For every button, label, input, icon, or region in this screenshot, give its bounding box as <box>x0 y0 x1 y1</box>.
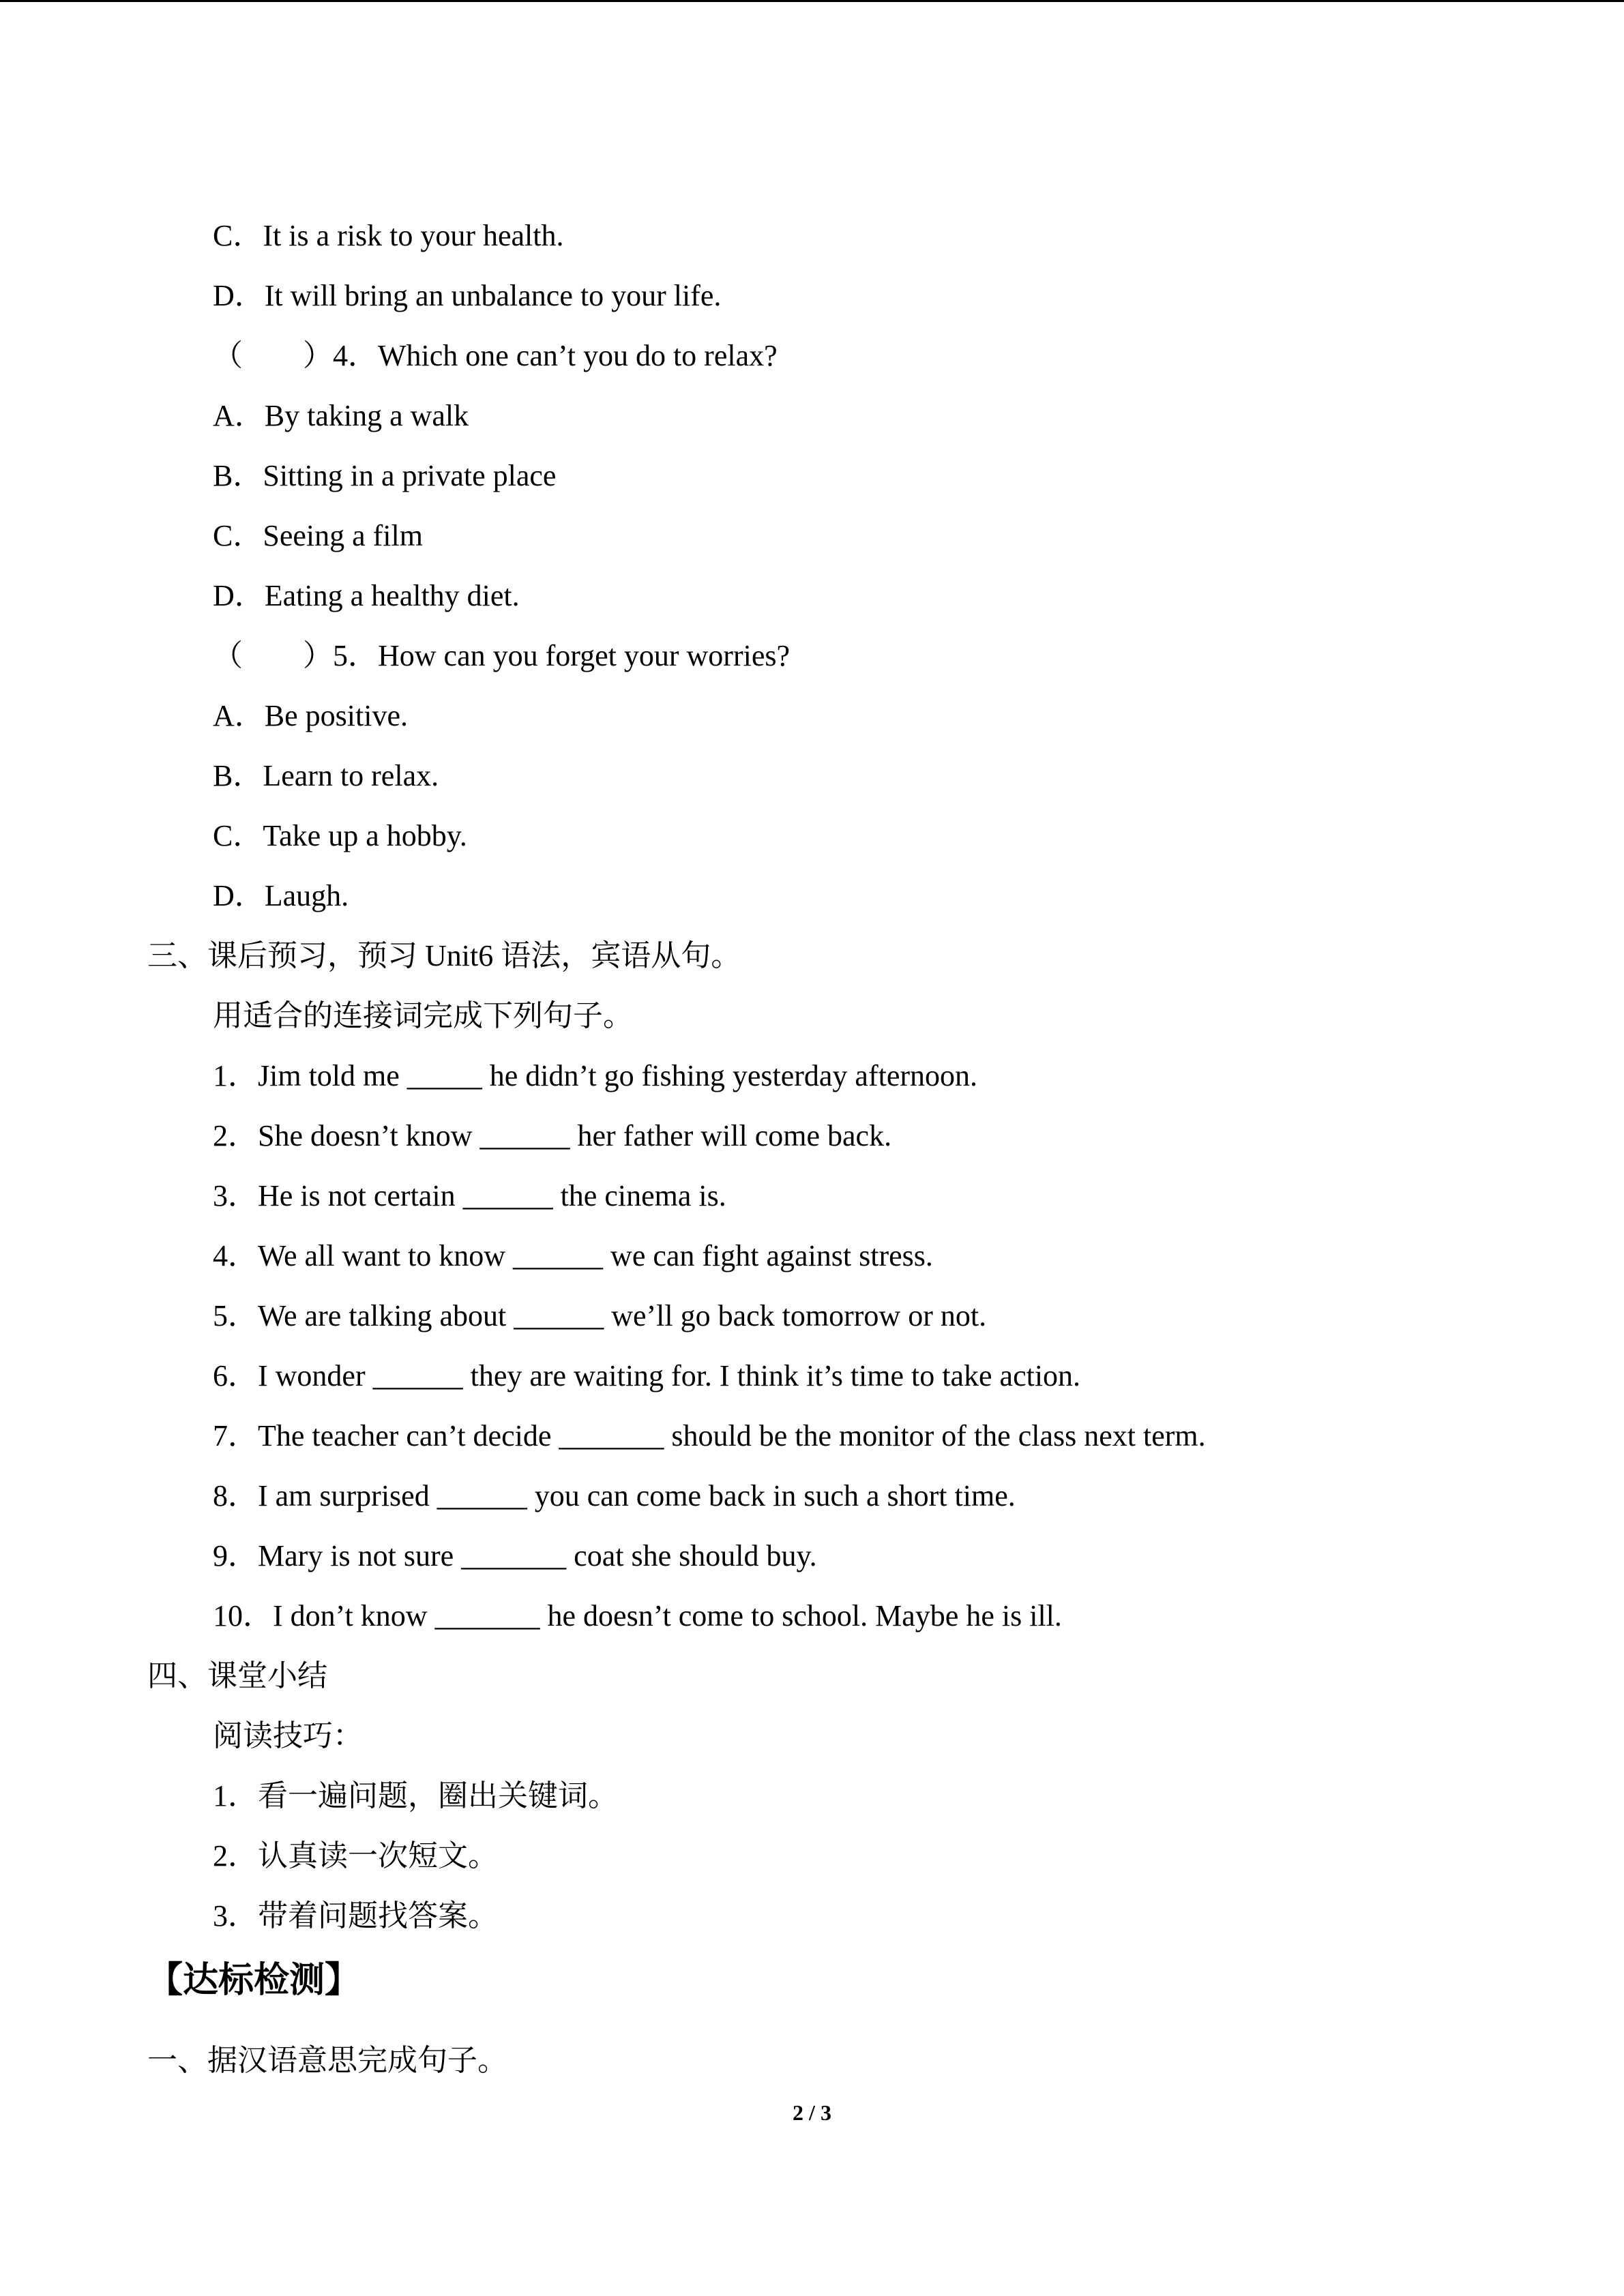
sentence-2: 2．She doesn’t know ______ her father will come back. <box>213 1119 892 1152</box>
sentence-4: 4．We all want to know ______ we can fight against stress. <box>213 1239 933 1272</box>
sentence-6: 6．I wonder ______ they are waiting for. I think it’s time to take action. <box>213 1359 1081 1392</box>
sentence-8: 8．I am surprised ______ you can come back in such a short time. <box>213 1479 1016 1512</box>
option-a-q4: A．By taking a walk <box>213 399 469 432</box>
sentence-7: 7．The teacher can’t decide _______ should be the monitor of the class next term. <box>213 1419 1206 1452</box>
option-b-q4: B．Sitting in a private place <box>213 459 557 492</box>
page-number: 2 / 3 <box>793 2100 831 2125</box>
question-5: （ ）5．How can you forget your worries? <box>213 639 791 672</box>
assessment-section-1-heading: 一、据汉语意思完成句子。 <box>147 2044 507 2077</box>
reading-tips-label: 阅读技巧： <box>213 1719 363 1753</box>
sentence-9: 9．Mary is not sure _______ coat she should buy. <box>213 1539 817 1572</box>
option-c-q5: C．Take up a hobby. <box>213 819 467 852</box>
sentence-1: 1．Jim told me _____ he didn’t go fishing yesterday afternoon. <box>213 1059 978 1092</box>
option-b-q5: B．Learn to relax. <box>213 759 439 792</box>
option-d-q4: D．Eating a healthy diet. <box>213 579 520 612</box>
question-4: （ ）4．Which one can’t you do to relax? <box>213 339 778 372</box>
top-border <box>0 0 1624 2</box>
assessment-heading: 【达标检测】 <box>147 1960 361 2001</box>
tip-3: 3．带着问题找答案。 <box>213 1899 498 1933</box>
option-c-q3: C．It is a risk to your health. <box>213 219 564 252</box>
sentence-3: 3．He is not certain ______ the cinema is. <box>213 1179 726 1212</box>
option-c-q4: C．Seeing a film <box>213 519 423 552</box>
section-4-heading: 四、课堂小结 <box>147 1659 327 1693</box>
sentence-10: 10．I don’t know _______ he doesn’t come to school. Maybe he is ill. <box>213 1599 1062 1632</box>
section-3-heading: 三、课后预习，预习 Unit6 语法，宾语从句。 <box>147 939 741 972</box>
section-3-instruction: 用适合的连接词完成下列句子。 <box>213 999 633 1032</box>
sentence-5: 5．We are talking about ______ we’ll go back tomorrow or not. <box>213 1299 987 1332</box>
option-a-q5: A．Be positive. <box>213 699 408 732</box>
option-d-q3: D．It will bring an unbalance to your life. <box>213 279 722 312</box>
option-d-q5: D．Laugh. <box>213 879 349 912</box>
tip-1: 1．看一遍问题，圈出关键词。 <box>213 1779 618 1813</box>
tip-2: 2．认真读一次短文。 <box>213 1839 498 1873</box>
